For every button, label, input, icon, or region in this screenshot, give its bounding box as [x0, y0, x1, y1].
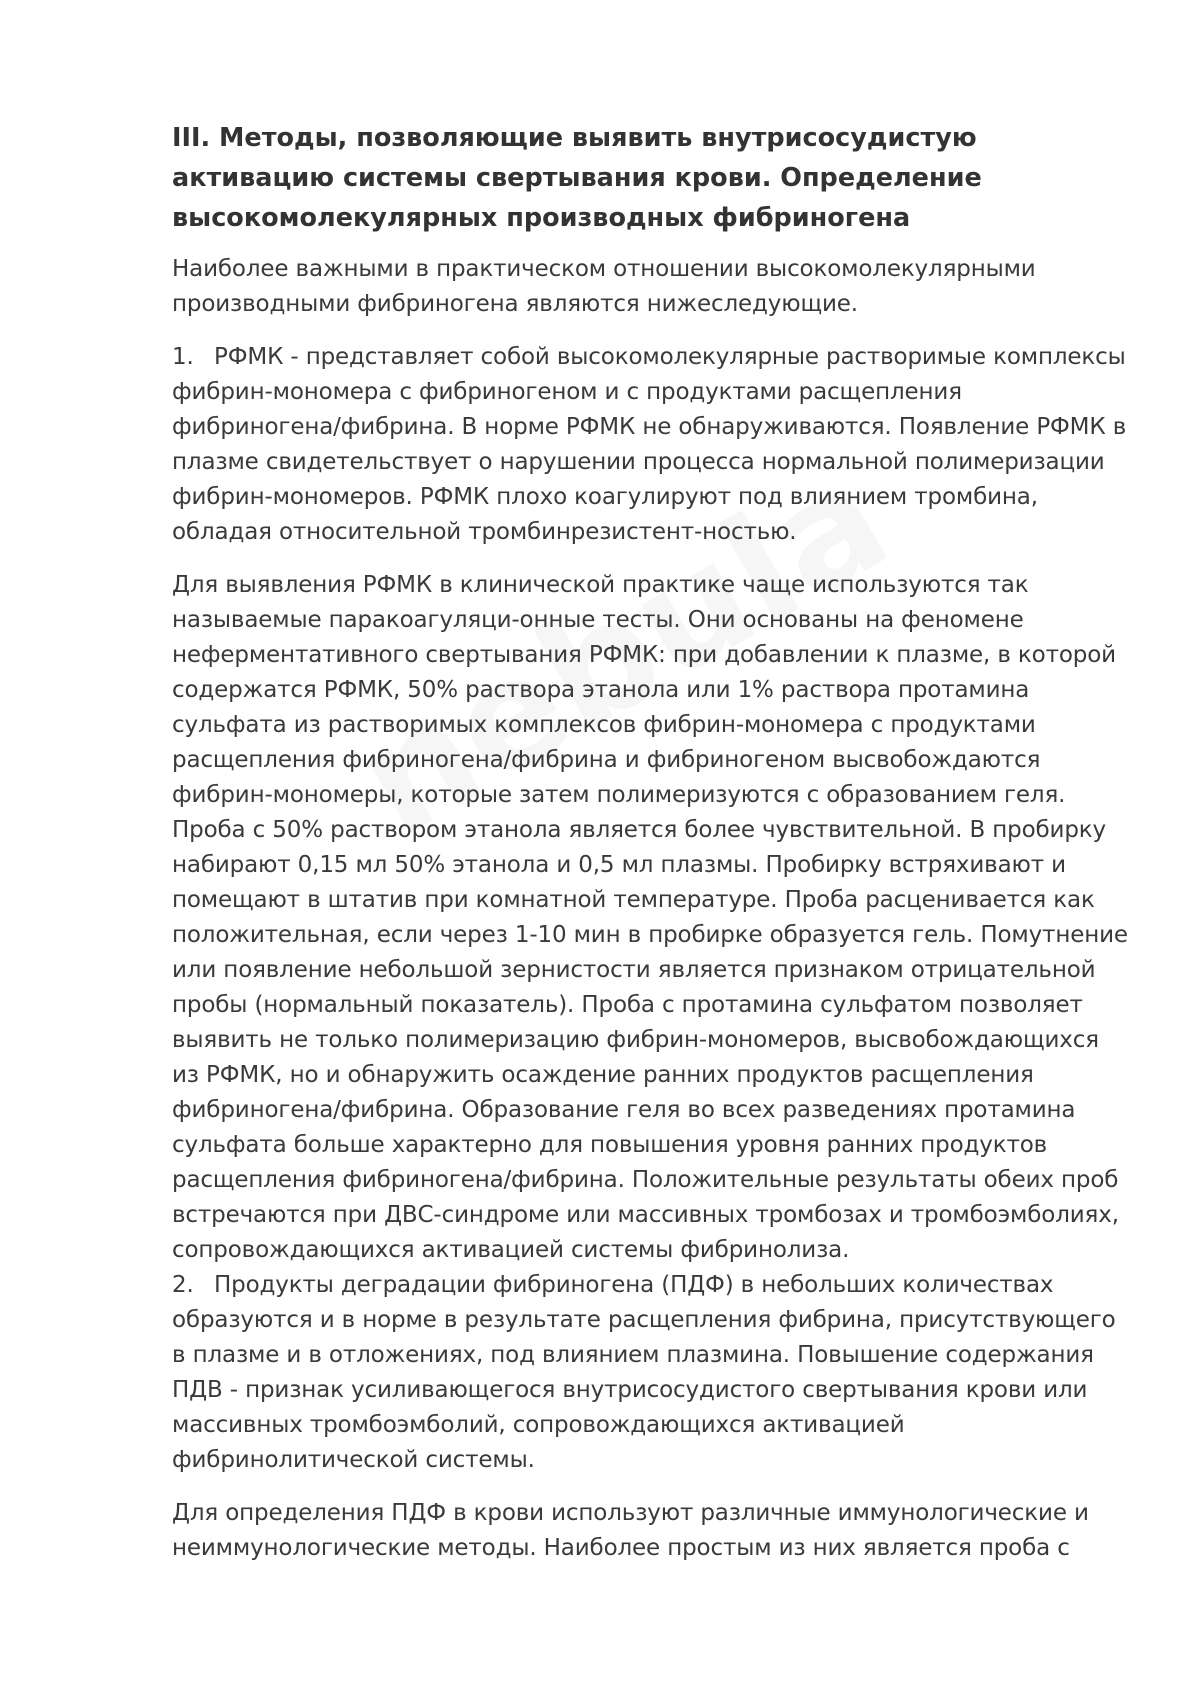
list-item-2 [172, 1268, 1130, 1478]
paragraph-pdf-methods: Для определения ПДФ в крови используют различные иммунологические и неиммунологические методы. Наиболее простым из них является проба с [172, 1500, 1089, 1561]
list-item-1 [172, 340, 1130, 550]
paragraph-rfmk-tests: Для выявления РФМК в клинической практике чаще используются так называемые паракоагуляци-онные тесты. Они основаны на феномене неферментативного свертывания РФМК: при добавлении к плазме, в которой содержатся РФМК, 50% раствора этанола или 1% раствора протамина сульфата из растворимых комплексов фибрин-мономера с продуктами расщепления фибриногена/фибрина и фибриногеном высвобождаются фибрин-мономеры, которые затем полимеризуются с образованием геля. Проба с 50% раствором этанола является более чувствительной. В пробирку набирают 0,15 мл 50% этанола и 0,5 мл плазмы. Пробирку встряхивают и помещают в штатив при комнатной температуре. Проба расценивается как положительная, если через 1-10 мин в пробирке образуется гель. Помутнение или появление небольшой зернистости является признаком отрицательной пробы (нормальный показатель). Проба с протамина сульфатом позволяет выявить не только полимеризацию фибрин-мономеров, высвобождающихся из РФМК, но и обнаружить осаждение ранних продуктов расщепления фибриногена/фибрина. Образование геля во всех разведениях протамина сульфата больше характерно для повышения уровня ранних продуктов расщепления фибриногена/фибрина. Положительные результаты обеих проб встречаются при ДВС-синдроме или массивных тромбозах и тромбоэмболиях, сопровождающихся активацией системы фибринолиза. [172, 572, 1128, 1263]
list-item-2-text: Продукты деградации фибриногена (ПДФ) в небольших количествах образуются и в норме в результате расщепления фибрина, присутствующего в плазме и в отложениях, под влиянием плазмина. Повышение содержания ПДВ - признак усиливающегося внутрисосудистого свертывания крови или массивных тромбоэмболий, сопровождающихся активацией фибринолитической системы. [172, 1272, 1116, 1473]
list-item-2-number: 2. [172, 1272, 194, 1298]
list-item-1-number: 1. [172, 344, 194, 370]
intro-paragraph: Наиболее важными в практическом отношении высокомолекулярными производными фибриногена являются нижеследующие. [172, 256, 1036, 317]
list-item-1-text: РФМК - представляет собой высокомолекулярные растворимые комплексы фибрин-мономера с фибриногеном и с продуктами расщепления фибриногена/фибрина. В норме РФМК не обнаруживаются. Появление РФМК в плазме свидетельствует о нарушении процесса нормальной полимеризации фибрин-мономеров. РФМК плохо коагулируют под влиянием тромбина, обладая относительной тромбинрезистент-ностью. [172, 344, 1127, 545]
document-body [172, 118, 1130, 1584]
section-heading: III. Методы, позволяющие выявить внутрисосудистую активацию системы свертывания крови. Определение высокомолекулярных производных фибриногена [172, 123, 982, 233]
